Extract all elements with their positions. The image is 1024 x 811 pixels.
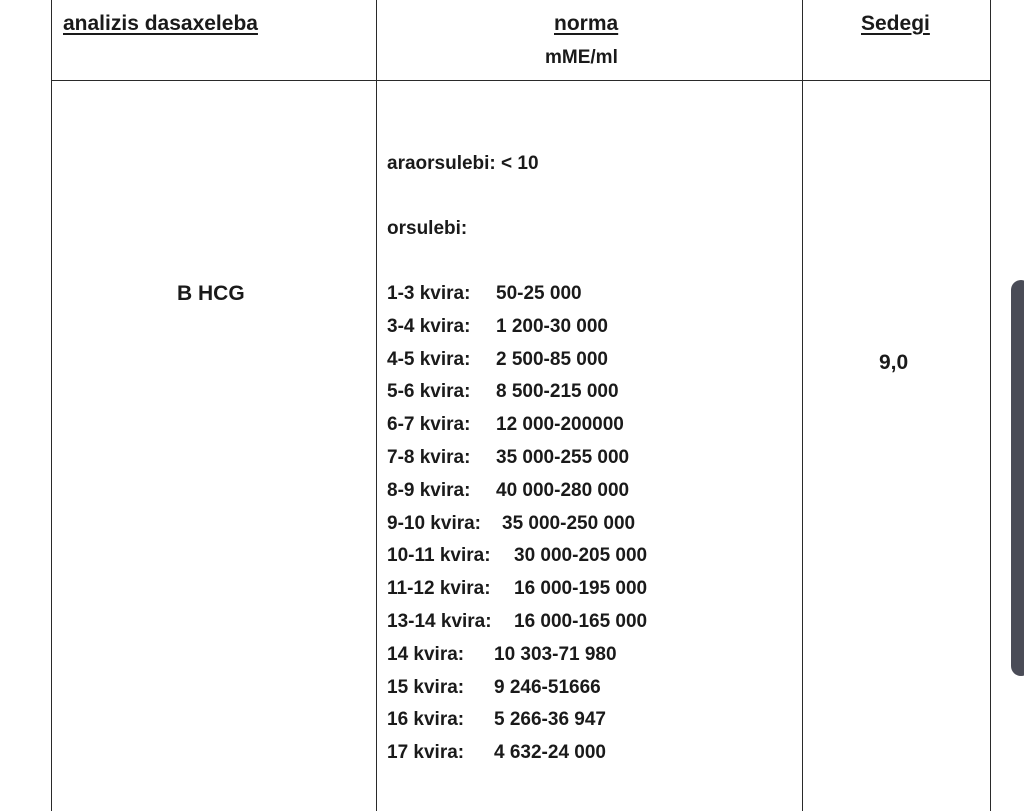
- range-week-label: 14 kvira:: [387, 643, 465, 665]
- range-week-label: 17 kvira:: [387, 742, 465, 764]
- range-value: 1 200-30 000: [496, 315, 608, 337]
- range-week-label: 1-3 kvira:: [387, 283, 471, 304]
- range-value: 35 000-255 000: [496, 447, 630, 468]
- test-name-cell: B HCG: [177, 282, 245, 305]
- range-week-label: 11-12 kvira:: [387, 578, 491, 600]
- pregnant-label: orsulebi:: [387, 218, 468, 239]
- range-week-label: 13-14 kvira:: [387, 611, 492, 632]
- range-value: 30 000-205 000: [514, 545, 648, 567]
- range-week-label: 16 kvira:: [387, 709, 465, 731]
- range-row: [387, 644, 617, 666]
- range-row: [387, 447, 629, 469]
- range-row: [387, 513, 635, 535]
- range-week-label: 9-10 kvira:: [387, 512, 482, 534]
- table-divider-2: [802, 0, 803, 811]
- range-row: [387, 480, 629, 502]
- range-row: [387, 742, 606, 764]
- range-row: [387, 611, 647, 633]
- range-value: 12 000-200000: [496, 414, 624, 436]
- table-border-right: [990, 0, 991, 811]
- range-value: 40 000-280 000: [496, 479, 630, 501]
- range-value: 8 500-215 000: [496, 381, 619, 403]
- table-divider-1: [376, 0, 377, 811]
- range-week-label: 6-7 kvira:: [387, 414, 471, 436]
- range-row: [387, 316, 608, 338]
- range-week-label: 7-8 kvira:: [387, 447, 471, 468]
- range-row: [387, 283, 582, 305]
- column-header-result: Sedegi: [861, 12, 930, 35]
- range-value: 2 500-85 000: [496, 348, 608, 370]
- range-value: 35 000-250 000: [502, 512, 636, 534]
- range-week-label: 10-11 kvira:: [387, 545, 491, 567]
- range-value: 50-25 000: [496, 283, 582, 304]
- range-row: [387, 545, 647, 567]
- column-header-unit: mME/ml: [545, 47, 618, 68]
- range-row: [387, 414, 624, 436]
- non-pregnant-norm: araorsulebi: < 10: [387, 153, 539, 174]
- table-border-left: [51, 0, 52, 811]
- scrollbar-thumb[interactable]: [1011, 280, 1024, 676]
- range-value: 5 266-36 947: [494, 709, 606, 731]
- range-row: [387, 677, 601, 699]
- range-value: 4 632-24 000: [494, 742, 606, 764]
- range-week-label: 15 kvira:: [387, 676, 465, 698]
- range-week-label: 4-5 kvira:: [387, 348, 471, 370]
- range-value: 16 000-165 000: [514, 611, 648, 632]
- result-value: 9,0: [879, 351, 909, 374]
- range-value: 10 303-71 980: [494, 643, 617, 665]
- column-header-test-name: analizis dasaxeleba: [63, 12, 258, 35]
- range-week-label: 5-6 kvira:: [387, 381, 471, 403]
- range-row: [387, 381, 619, 403]
- range-value: 16 000-195 000: [514, 578, 648, 600]
- column-header-norm: norma: [554, 12, 619, 35]
- range-row: [387, 578, 647, 600]
- range-week-label: 8-9 kvira:: [387, 479, 471, 501]
- range-value: 9 246-51666: [494, 676, 601, 698]
- range-week-label: 3-4 kvira:: [387, 315, 471, 337]
- range-row: [387, 709, 606, 731]
- header-row-divider: [51, 80, 991, 81]
- range-row: [387, 349, 608, 371]
